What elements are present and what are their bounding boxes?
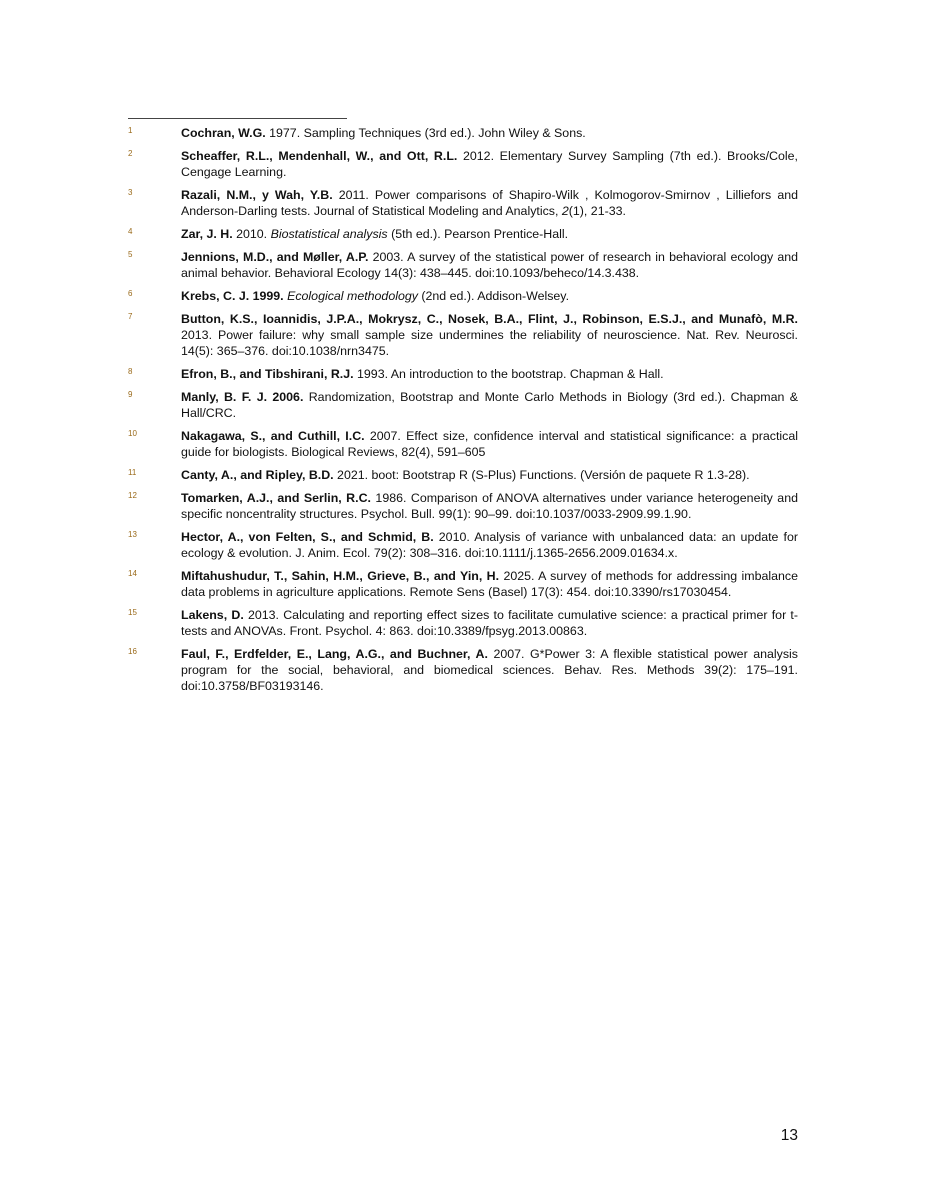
footnote-citation-text: 1977. Sampling Techniques (3rd ed.). John Wiley & Sons.	[265, 126, 586, 140]
footnote-citation-text: 2025. A survey of methods for addressing imbalance data problems in agriculture applications. Remote Sens (Basel) 17(3): 454. doi:10.3390/rs17030454.	[181, 569, 798, 599]
footnote-number: 8	[128, 367, 133, 376]
footnote-authors: Tomarken, A.J., and Serlin, R.C.	[181, 491, 371, 505]
footnote-authors: Scheaffer, R.L., Mendenhall, W., and Ott, R.L.	[181, 149, 458, 163]
footnote-number: 10	[128, 429, 137, 438]
footnote-citation-text: 2021. boot: Bootstrap R (S-Plus) Functions. (Versión de paquete R 1.3-28).	[333, 468, 750, 482]
footnote-text	[181, 125, 798, 141]
footnote-citation-text: 2003. A survey of the statistical power of research in behavioral ecology and animal behavior. Behavioral Ecology 14(3): 438–445. doi:10.1093/beheco/14.3.438.	[181, 250, 798, 280]
footnote-authors: Button, K.S., Ioannidis, J.P.A., Mokrysz, C., Nosek, B.A., Flint, J., Robinson, E.S.J., and Munafò, M.R.	[181, 312, 798, 326]
footnote-3	[0, 187, 926, 219]
footnote-italic-text: 2	[561, 204, 569, 218]
footnote-number: 1	[128, 126, 133, 135]
footnote-8	[0, 366, 926, 382]
footnote-text	[181, 467, 798, 483]
footnote-citation-text: 2011. Power comparisons of Shapiro-Wilk , Kolmogorov-Smirnov , Lilliefors and Anderson-Darling tests. Journal of Statistical Modeling and Analytics,	[181, 188, 798, 218]
footnote-citation-text: (2nd ed.). Addison-Welsey.	[417, 289, 570, 303]
footnote-6	[0, 288, 926, 304]
footnote-citation-text: 2013. Power failure: why small sample size undermines the reliability of neuroscience. Nat. Rev. Neurosci. 14(5): 365–376. doi:10.1038/nrn3475.	[181, 328, 798, 358]
footnote-citation-text: Randomization, Bootstrap and Monte Carlo Methods in Biology (3rd ed.). Chapman & Hall/CRC.	[181, 390, 798, 420]
footnote-10	[0, 428, 926, 460]
footnote-number: 16	[128, 647, 137, 656]
footnote-number: 9	[128, 390, 133, 399]
footnote-number: 15	[128, 608, 137, 617]
footnote-text	[181, 366, 798, 382]
footnote-text	[181, 568, 798, 600]
footnote-5	[0, 249, 926, 281]
footnote-text	[181, 389, 798, 421]
footnote-citation-text: (5th ed.). Pearson Prentice-Hall.	[387, 227, 569, 241]
footnote-number: 13	[128, 530, 137, 539]
footnote-11	[0, 467, 926, 483]
footnote-16	[0, 646, 926, 694]
footnote-number: 12	[128, 491, 137, 500]
footnote-authors: Efron, B., and Tibshirani, R.J.	[181, 367, 354, 381]
footnote-citation-text: 2007. G*Power 3: A flexible statistical power analysis program for the social, behavioral, and biomedical sciences. Behav. Res. Methods 39(2): 175–191. doi:10.3758/BF03193146.	[181, 647, 798, 693]
footnote-authors: Krebs, C. J. 1999.	[181, 289, 284, 303]
footnote-authors: Cochran, W.G.	[181, 126, 266, 140]
footnote-1	[0, 125, 926, 141]
footnote-citation-text: 2007. Effect size, confidence interval and statistical significance: a practical guide for biologists. Biological Reviews, 82(4), 591–605	[181, 429, 798, 459]
footnote-authors: Razali, N.M., y Wah, Y.B.	[181, 188, 333, 202]
footnote-number: 7	[128, 312, 133, 321]
footnote-authors: Manly, B. F. J. 2006.	[181, 390, 304, 404]
footnote-authors: Miftahushudur, T., Sahin, H.M., Grieve, B., and Yin, H.	[181, 569, 500, 583]
footnote-15	[0, 607, 926, 639]
footnote-citation-text: 2012. Elementary Survey Sampling (7th ed.). Brooks/Cole, Cengage Learning.	[181, 149, 798, 179]
footnote-authors: Jennions, M.D., and Møller, A.P.	[181, 250, 369, 264]
footnote-text	[181, 288, 798, 304]
footnote-number: 11	[128, 468, 137, 477]
footnote-authors: Nakagawa, S., and Cuthill, I.C.	[181, 429, 365, 443]
footnote-text	[181, 226, 798, 242]
footnotes-list	[0, 125, 926, 701]
footnote-italic-text: Ecological methodology	[287, 289, 418, 303]
footnote-authors: Canty, A., and Ripley, B.D.	[181, 468, 334, 482]
footnote-text	[181, 490, 798, 522]
footnote-7	[0, 311, 926, 359]
footnote-13	[0, 529, 926, 561]
footnote-text	[181, 187, 798, 219]
footnote-14	[0, 568, 926, 600]
footnote-number: 14	[128, 569, 137, 578]
footnote-text	[181, 148, 798, 180]
footnote-authors: Hector, A., von Felten, S., and Schmid, B.	[181, 530, 434, 544]
footnote-citation-text: 1993. An introduction to the bootstrap. Chapman & Hall.	[353, 367, 664, 381]
footnote-number: 4	[128, 227, 133, 236]
footnote-separator	[128, 118, 347, 119]
footnote-authors: Zar, J. H.	[181, 227, 233, 241]
footnote-citation-text: 1986. Comparison of ANOVA alternatives under variance heterogeneity and specific noncentrality structures. Psychol. Bull. 99(1): 90–99. doi:10.1037/0033-2909.99.1.90.	[181, 491, 798, 521]
footnote-number: 3	[128, 188, 133, 197]
footnote-citation-text: 2013. Calculating and reporting effect sizes to facilitate cumulative science: a practical primer for t-tests and ANOVAs. Front. Psychol. 4: 863. doi:10.3389/fpsyg.2013.00863.	[181, 608, 798, 638]
footnote-2	[0, 148, 926, 180]
footnote-number: 5	[128, 250, 133, 259]
footnote-text	[181, 311, 798, 359]
footnote-4	[0, 226, 926, 242]
footnote-text	[181, 607, 798, 639]
page-number: 13	[780, 1127, 798, 1144]
footnote-authors: Lakens, D.	[181, 608, 244, 622]
footnote-number: 6	[128, 289, 133, 298]
footnote-citation-text: 2010.	[232, 227, 271, 241]
footnote-citation-text: (1), 21-33.	[568, 204, 626, 218]
footnote-text	[181, 529, 798, 561]
footnote-text	[181, 428, 798, 460]
footnote-citation-text: 2010. Analysis of variance with unbalanced data: an update for ecology & evolution. J. Anim. Ecol. 79(2): 308–316. doi:10.1111/j.1365-2656.2009.01634.x.	[181, 530, 798, 560]
footnote-italic-text: Biostatistical analysis	[270, 227, 388, 241]
footnote-9	[0, 389, 926, 421]
footnote-authors: Faul, F., Erdfelder, E., Lang, A.G., and Buchner, A.	[181, 647, 488, 661]
footnote-text	[181, 646, 798, 694]
footnote-number: 2	[128, 149, 133, 158]
footnote-text	[181, 249, 798, 281]
footnote-12	[0, 490, 926, 522]
